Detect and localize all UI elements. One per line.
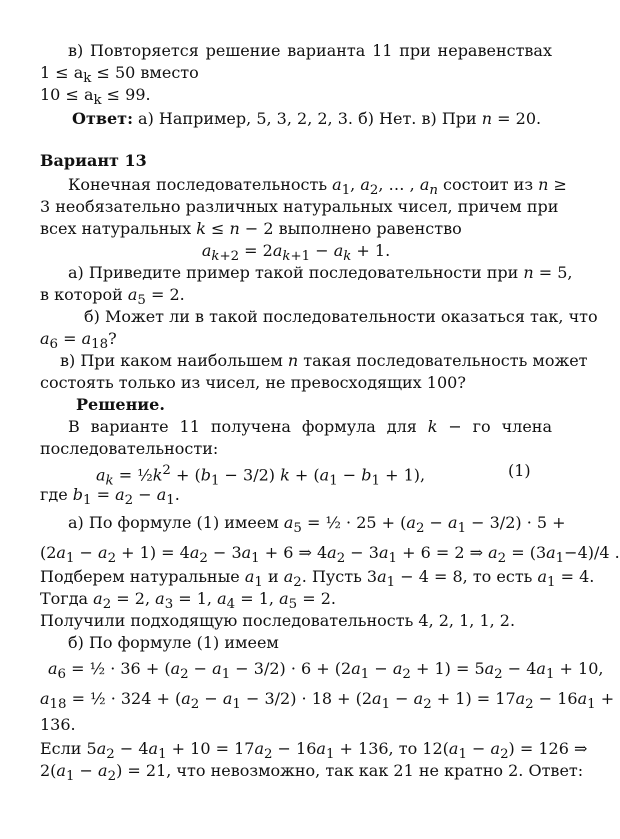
- recurrence-formula: $a_{k+2} = 2a_{k+1} - a_k + 1$.: [201, 241, 391, 265]
- problem-line-2: 3 необязательно различных натуральных чисел, причем при: [40, 197, 559, 216]
- part-b-line-5: Если $5a_2 - 4a_1 + 10 = 17a_2 - 16a_1 + 136$, то $12(a_1 - a_2) = 126$ ⇒: [40, 739, 588, 763]
- part-a-line-4: Тогда $a_2 = 2$, $a_3 = 1$, $a_4 = 1$, $a_5 = 2$.: [40, 589, 336, 613]
- question-b-line-2: $a_6 = a_{18}$?: [40, 329, 117, 353]
- solution-line-1: В варианте 11 получена формула для k − го члена: [68, 417, 552, 436]
- formula-1-number: (1): [508, 461, 531, 480]
- answer-line: Ответ: а) Например, 5, 3, 2, 2, 3. б) Нет. в) При n = 20.: [72, 109, 542, 128]
- b1-definition: где $b_1 = a_2 - a_1$.: [40, 485, 180, 509]
- part-a-line-2: $(2a_1 - a_2 + 1) = 4a_2 - 3a_1 + 6$ ⇒ $4a_2 - 3a_1 + 6 = 2$ ⇒ $a_2 = (3a_1-4)/4$ .: [40, 543, 620, 567]
- variant-12-part-v-line-1: в) Повторяется решение варианта 11 при неравенствах: [68, 41, 552, 60]
- part-b-line-6: $2(a_1 - a_2) = 21$, что невозможно, так как 21 не кратно 2. Ответ:: [40, 761, 584, 785]
- a6-formula: $a_6$ = ½ · $36 + (a_2 - a_1 - 3/2) \cdot 6 + (2a_1 - a_2 + 1) = 5a_2 - 4a_1 + 10$,: [48, 659, 604, 683]
- formula-1: $a_k$ = $\frac{1}{2}k^2 + (b_1 - 3/2) k + (a_1 - b_1 + 1)$,: [96, 463, 426, 489]
- solution-line-2: последовательности:: [40, 439, 219, 458]
- a18-formula-cont: 136.: [40, 715, 76, 734]
- question-a-line-2: в которой $a_5 = 2$.: [40, 285, 185, 309]
- part-a-line-5: Получили подходящую последовательность 4, 2, 1, 1, 2.: [40, 611, 516, 630]
- part-b-line-1: б) По формуле (1) имеем: [68, 633, 279, 652]
- part-a-line-3: Подберем натуральные $a_1$ и $a_2$. Пусть $3a_1 - 4 = 8$, то есть $a_1 = 4$.: [40, 567, 595, 591]
- variant-12-part-v-line-2: $1 \le a_k \le 50$ вместо: [40, 63, 199, 87]
- solution-heading: Решение.: [76, 395, 165, 414]
- variant-12-part-v-line-3: $10 \le a_k \le 99$.: [40, 85, 151, 109]
- variant-13-heading: Вариант 13: [40, 151, 147, 170]
- question-v-line-1: в) При каком наибольшем n такая последовательность может: [60, 351, 588, 370]
- question-v-line-2: состоять только из чисел, не превосходящих 100?: [40, 373, 466, 392]
- problem-line-3: всех натуральных k ≤ n − 2 выполнено равенство: [40, 219, 462, 238]
- question-b-line-1: б) Может ли в такой последовательности оказаться так, что: [84, 307, 598, 326]
- question-a-line-1: а) Приведите пример такой последовательности при n = 5,: [68, 263, 573, 282]
- problem-line-1: Конечная последовательность $a_1$, $a_2$, … , $a_n$ состоит из n ≥: [68, 175, 567, 199]
- a18-formula: $a_{18}$ = ½ · $324 + (a_2 - a_1 - 3/2) \cdot 18 + (2a_1 - a_2 + 1) = 17a_2 - 16a_1$ +: [40, 689, 615, 713]
- part-a-line-1: а) По формуле (1) имеем $a_5$ = ½ · $25 + (a_2 - a_1 - 3/2) \cdot 5$ +: [68, 513, 566, 537]
